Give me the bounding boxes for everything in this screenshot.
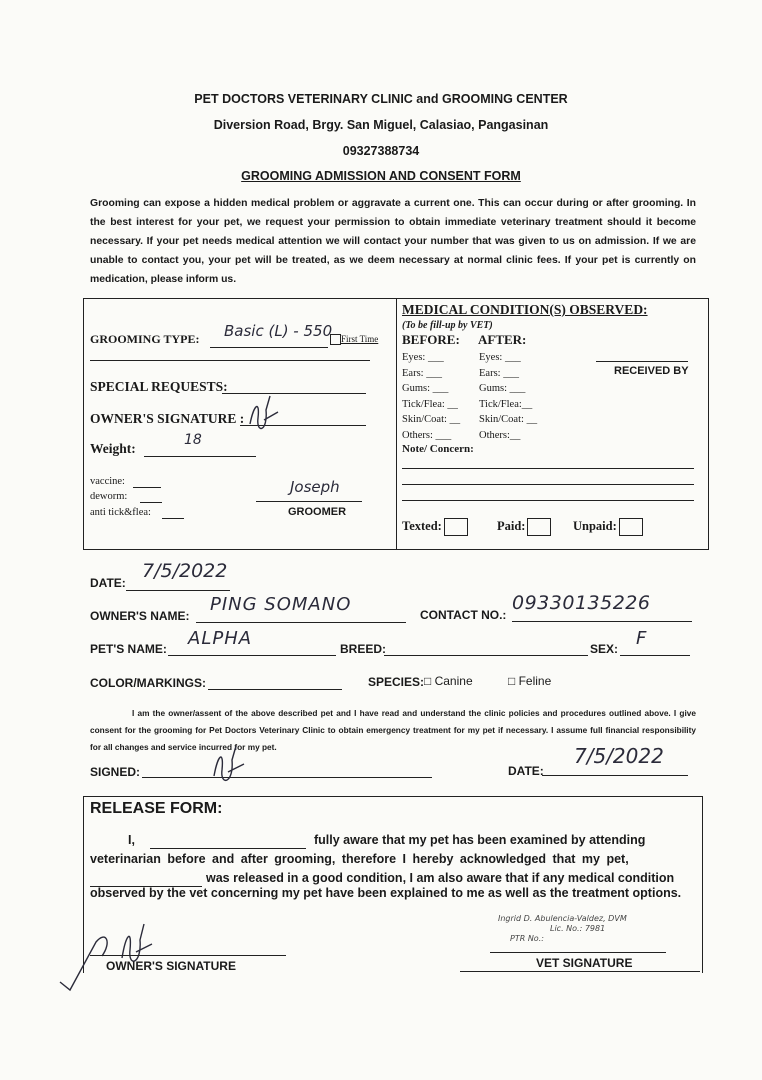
grooming-type-label: GROOMING TYPE: (90, 332, 200, 346)
canine-label: Canine (434, 674, 473, 688)
note-label: Note/ Concern: (402, 443, 474, 455)
deworm-field[interactable] (140, 502, 162, 503)
grooming-type-value: Basic (L) - 550 (224, 322, 333, 340)
after-list (479, 350, 537, 443)
owner-signature-label: OWNER'S SIGNATURE : (90, 411, 245, 426)
vet-stamp (498, 914, 627, 944)
texted-field[interactable] (402, 518, 468, 536)
groomer-value: Joseph (290, 478, 340, 496)
signed-field[interactable] (142, 777, 432, 778)
color-markings-label: COLOR/MARKINGS: (90, 676, 206, 690)
paid-label: Paid: (497, 518, 526, 533)
breed-field[interactable] (384, 655, 588, 656)
texted-label: Texted: (402, 518, 442, 533)
received-by-label: RECEIVED BY (614, 365, 689, 377)
release-i-label: I, (128, 833, 135, 847)
first-time-label: First Time (341, 334, 379, 344)
before-item: Tick/Flea: __ (402, 398, 458, 410)
release-vet-sig-label: VET SIGNATURE (536, 956, 633, 970)
sex-label: SEX: (590, 642, 619, 656)
after-item: Others:__ (479, 429, 521, 441)
paid-field[interactable] (497, 518, 551, 536)
feline-label: Feline (518, 674, 552, 688)
consent-text: I am the owner/assent of the above described pet and I have read and understand the clinic policies and procedures outlined above. I give consent for the grooming for Pet Doctors Veterinary Clinic to obtain emergency treatment for my pet if necessary. I assume full financial responsibility for all changes and service incurred for my pet. (90, 708, 696, 752)
received-by-line[interactable] (596, 361, 688, 362)
box-divider (396, 299, 397, 549)
after-item: Gums: ___ (479, 383, 526, 394)
date-field[interactable] (126, 590, 230, 591)
clinic-address: Diversion Road, Brgy. San Miguel, Calasiao, Pangasinan (213, 118, 549, 132)
clinic-name: PET DOCTORS VETERINARY CLINIC and GROOMING CENTER (194, 92, 568, 106)
after-label: AFTER: (478, 332, 527, 347)
signed-signature-scribble (206, 742, 252, 790)
contact-field[interactable] (512, 621, 692, 622)
owner-name-label: OWNER'S NAME: (90, 609, 190, 623)
feline-option[interactable]: □ Feline (508, 674, 552, 688)
sex-value: F (636, 628, 647, 649)
note-line-1[interactable] (402, 468, 694, 469)
consent-date-value: 7/5/2022 (574, 744, 664, 768)
release-owner-name-field[interactable] (150, 848, 306, 849)
before-label: BEFORE: (402, 332, 460, 347)
after-item: Skin/Coat: __ (479, 414, 538, 425)
species-label: SPECIES: (368, 675, 425, 689)
release-line-2: veterinarian before and after grooming, therefore I hereby acknowledged that my pet, (90, 852, 629, 866)
before-item: Eyes: ___ (402, 352, 444, 363)
release-line-1: fully aware that my pet has been examined by attending (314, 833, 646, 847)
vet-stamp-name: Ingrid D. Abulencia-Valdez, DVM (498, 914, 627, 923)
before-item: Ears: ___ (402, 367, 442, 379)
date-label: DATE: (90, 576, 126, 590)
grooming-type-line[interactable] (210, 347, 328, 348)
medical-title: MEDICAL CONDITION(S) OBSERVED: (402, 302, 648, 317)
antitick-label: anti tick&flea: (90, 507, 151, 518)
after-item: Eyes: ___ (479, 352, 521, 363)
before-list (402, 350, 460, 443)
before-item: Gums: ___ (402, 383, 449, 394)
vaccine-field[interactable] (133, 487, 161, 488)
release-line-4: observed by the vet concerning my pet have been explained to me as well as the treatment options. (90, 886, 682, 900)
medical-subtitle: (To be fill-up by VET) (402, 320, 493, 331)
weight-field[interactable] (144, 456, 256, 457)
vet-stamp-ptr: PTR No.: (510, 934, 544, 943)
release-bottom-line (460, 971, 700, 972)
antitick-field[interactable] (162, 518, 184, 519)
release-owner-sig-label: OWNER'S SIGNATURE (106, 959, 236, 973)
weight-label: Weight: (90, 441, 136, 456)
consent-date-field[interactable] (542, 775, 688, 776)
note-line-3[interactable] (402, 500, 694, 501)
deworm-label: deworm: (90, 491, 128, 502)
owner-signature-line[interactable] (90, 955, 286, 956)
clinic-phone: 09327388734 (342, 144, 420, 158)
paid-checkbox[interactable] (527, 518, 551, 536)
intro-paragraph: Grooming can expose a hidden medical problem or aggravate a current one. This can occur during or after grooming. In the best interest for your pet, we request your permission to obtain immediate veterinary treatment should it become necessary. If your pet needs medical attention we will contact your number that was given to us on admission. If we are unable to contact you, your pet will be treated, as we deem necessary at normal clinic fees. If your pet is currently on medication, please inform us. (90, 198, 696, 285)
color-markings-field[interactable] (208, 689, 342, 690)
owner-name-field[interactable] (196, 622, 406, 623)
owner-signature-scribble (244, 394, 284, 438)
grooming-extra-line (90, 360, 370, 361)
breed-label: BREED: (340, 642, 387, 656)
release-line-3: was released in a good condition, I am also aware that if any medical condition (206, 871, 675, 885)
after-item: Tick/Flea:__ (479, 398, 533, 410)
vet-signature-line[interactable] (490, 952, 666, 953)
before-item: Others: ___ (402, 429, 452, 441)
note-line-2[interactable] (402, 484, 694, 485)
unpaid-label: Unpaid: (573, 518, 617, 533)
owner-name-value: PING SOMANO (210, 594, 352, 615)
release-owner-signature-scribble (56, 912, 206, 992)
sex-field[interactable] (620, 655, 690, 656)
date-value: 7/5/2022 (142, 560, 228, 582)
groomer-line (256, 501, 362, 502)
weight-value: 18 (184, 432, 202, 448)
consent-date-label: DATE: (508, 764, 544, 778)
canine-option[interactable]: □ Canine (424, 674, 473, 688)
pet-name-label: PET'S NAME: (90, 642, 167, 656)
contact-value: 09330135226 (512, 592, 651, 614)
form-title: GROOMING ADMISSION AND CONSENT FORM (241, 169, 521, 183)
texted-checkbox[interactable] (444, 518, 468, 536)
vaccine-label: vaccine: (90, 476, 125, 487)
unpaid-checkbox[interactable] (619, 518, 643, 536)
release-title: RELEASE FORM: (90, 800, 223, 817)
after-item: Ears: ___ (479, 367, 519, 379)
groomer-label: GROOMER (288, 506, 347, 518)
before-item: Skin/Coat: __ (402, 414, 461, 425)
pet-name-field[interactable] (168, 655, 336, 656)
contact-label: CONTACT NO.: (420, 608, 507, 622)
unpaid-field[interactable] (573, 518, 643, 536)
first-time-checkbox[interactable] (330, 334, 378, 345)
vet-stamp-lic: Lic. No.: 7981 (550, 924, 606, 933)
pet-name-value: ALPHA (188, 628, 253, 649)
signed-label: SIGNED: (90, 765, 141, 779)
special-requests-label: SPECIAL REQUESTS: (90, 379, 228, 394)
